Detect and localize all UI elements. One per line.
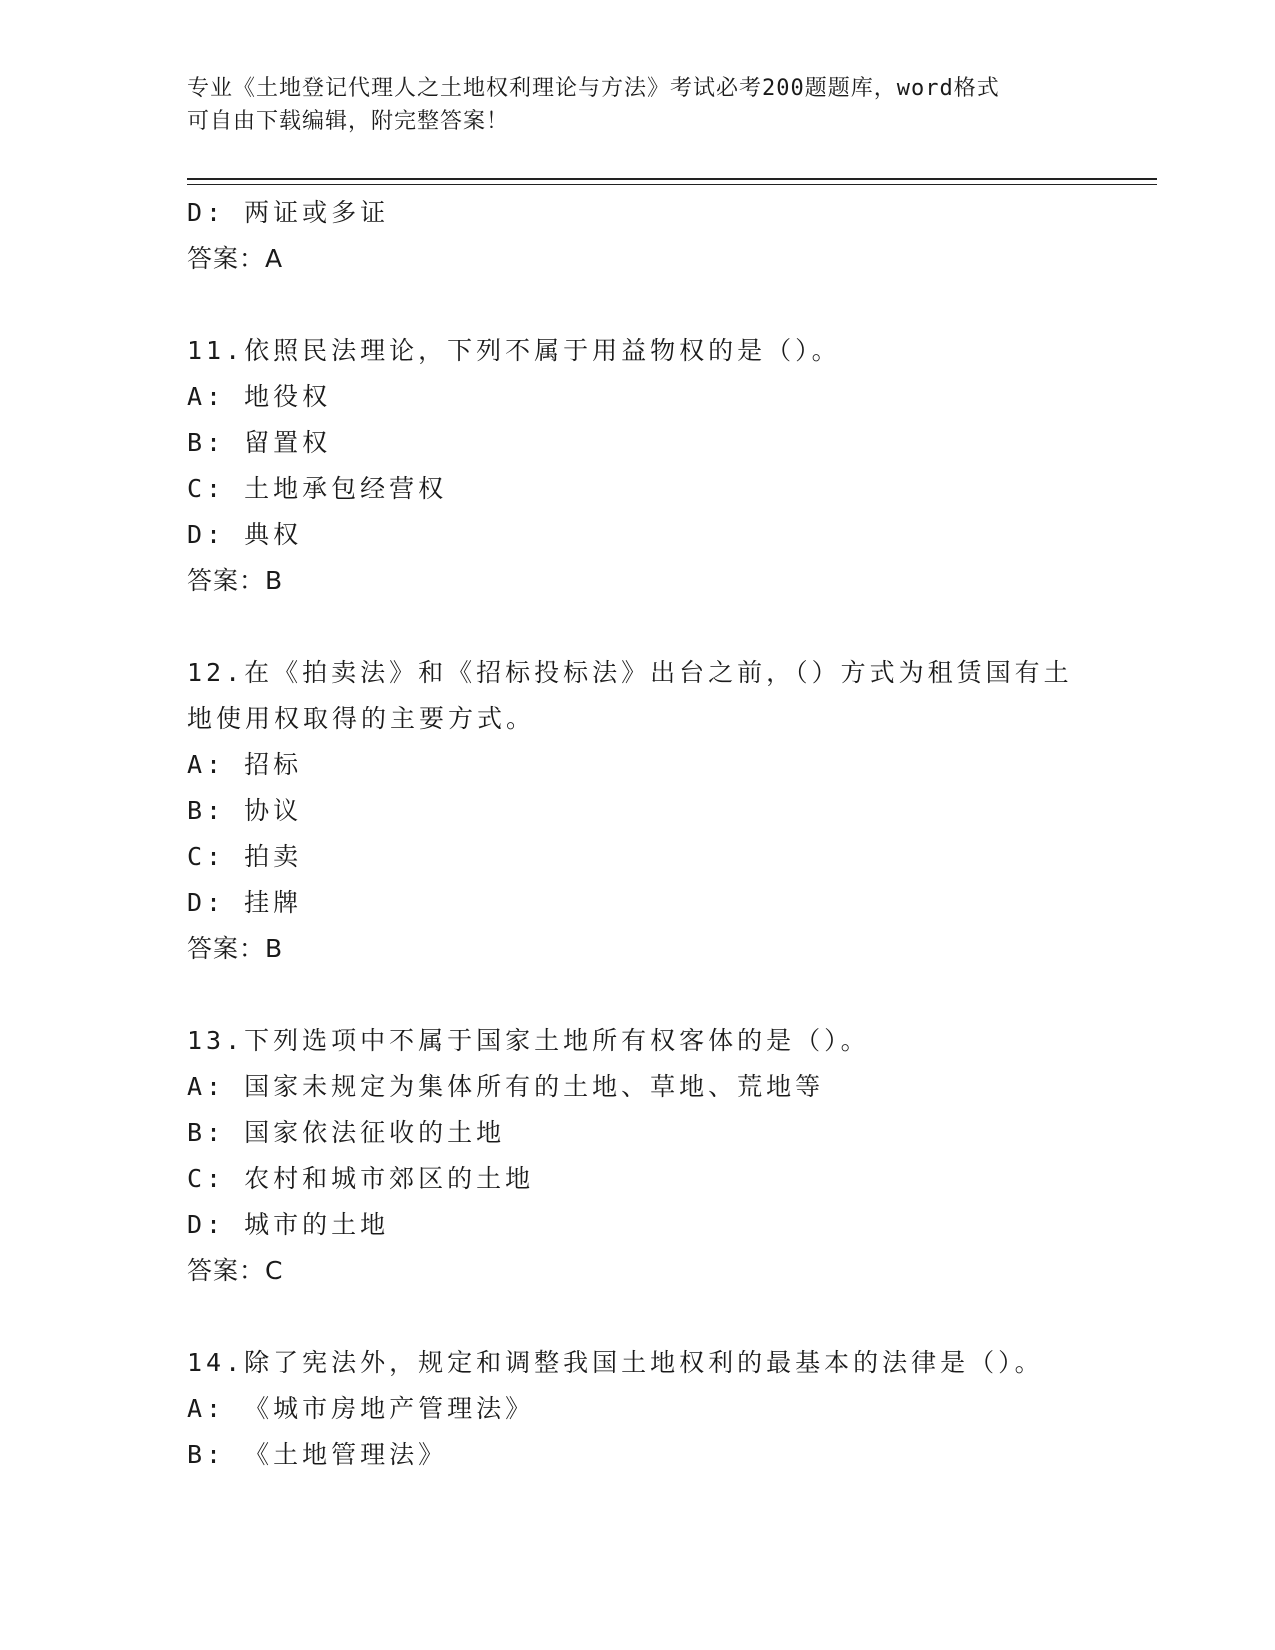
question-12-option-d: D: 挂牌	[187, 888, 303, 917]
header-line-1: 专业《土地登记代理人之土地权利理论与方法》考试必考200题题库，word格式	[187, 76, 1000, 101]
question-text-line: 13.下列选项中不属于国家土地所有权客体的是（）。	[187, 1026, 870, 1055]
question-14-text	[187, 1340, 1087, 1386]
question-13-option-d: D: 城市的土地	[187, 1210, 390, 1239]
question-list	[187, 190, 1087, 1478]
question-12-text	[187, 650, 1087, 742]
question-12-option-b: B: 协议	[187, 796, 303, 825]
question-13-answer: 答案：C	[187, 1256, 284, 1285]
question-13-option-b: B: 国家依法征收的土地	[187, 1118, 506, 1147]
spacer	[187, 972, 1087, 1018]
spacer	[187, 604, 1087, 650]
header-divider-thin	[187, 184, 1157, 185]
question-12-answer: 答案：B	[187, 934, 284, 963]
question-11-answer: 答案：B	[187, 566, 284, 595]
question-11-text	[187, 328, 1087, 374]
prev-question-option-d: D: 两证或多证	[187, 198, 390, 227]
page-header	[187, 72, 1087, 138]
question-14-option-b: B: 《土地管理法》	[187, 1440, 448, 1469]
question-11-option-b: B: 留置权	[187, 428, 332, 457]
question-12-option-c: C: 拍卖	[187, 842, 303, 871]
question-text-line: 14.除了宪法外，规定和调整我国土地权利的最基本的法律是（）。	[187, 1348, 1044, 1377]
prev-question-answer: 答案：A	[187, 244, 284, 273]
question-text-line: 地使用权取得的主要方式。	[187, 704, 536, 733]
question-11-option-a: A: 地役权	[187, 382, 332, 411]
question-11-option-d: D: 典权	[187, 520, 303, 549]
spacer	[187, 1294, 1087, 1340]
question-12-option-a: A: 招标	[187, 750, 303, 779]
question-14-option-a: A: 《城市房地产管理法》	[187, 1394, 535, 1423]
header-line-2: 可自由下载编辑，附完整答案！	[187, 109, 510, 134]
question-13-option-a: A: 国家未规定为集体所有的土地、草地、荒地等	[187, 1072, 825, 1101]
question-11-option-c: C: 土地承包经营权	[187, 474, 448, 503]
spacer	[187, 282, 1087, 328]
header-divider-thick	[187, 178, 1157, 180]
question-13-option-c: C: 农村和城市郊区的土地	[187, 1164, 535, 1193]
question-13-text	[187, 1018, 1087, 1064]
question-text-line: 11.依照民法理论，下列不属于用益物权的是（）。	[187, 336, 841, 365]
question-text-line: 12.在《拍卖法》和《招标投标法》出台之前，（）方式为租赁国有土	[187, 658, 1073, 687]
